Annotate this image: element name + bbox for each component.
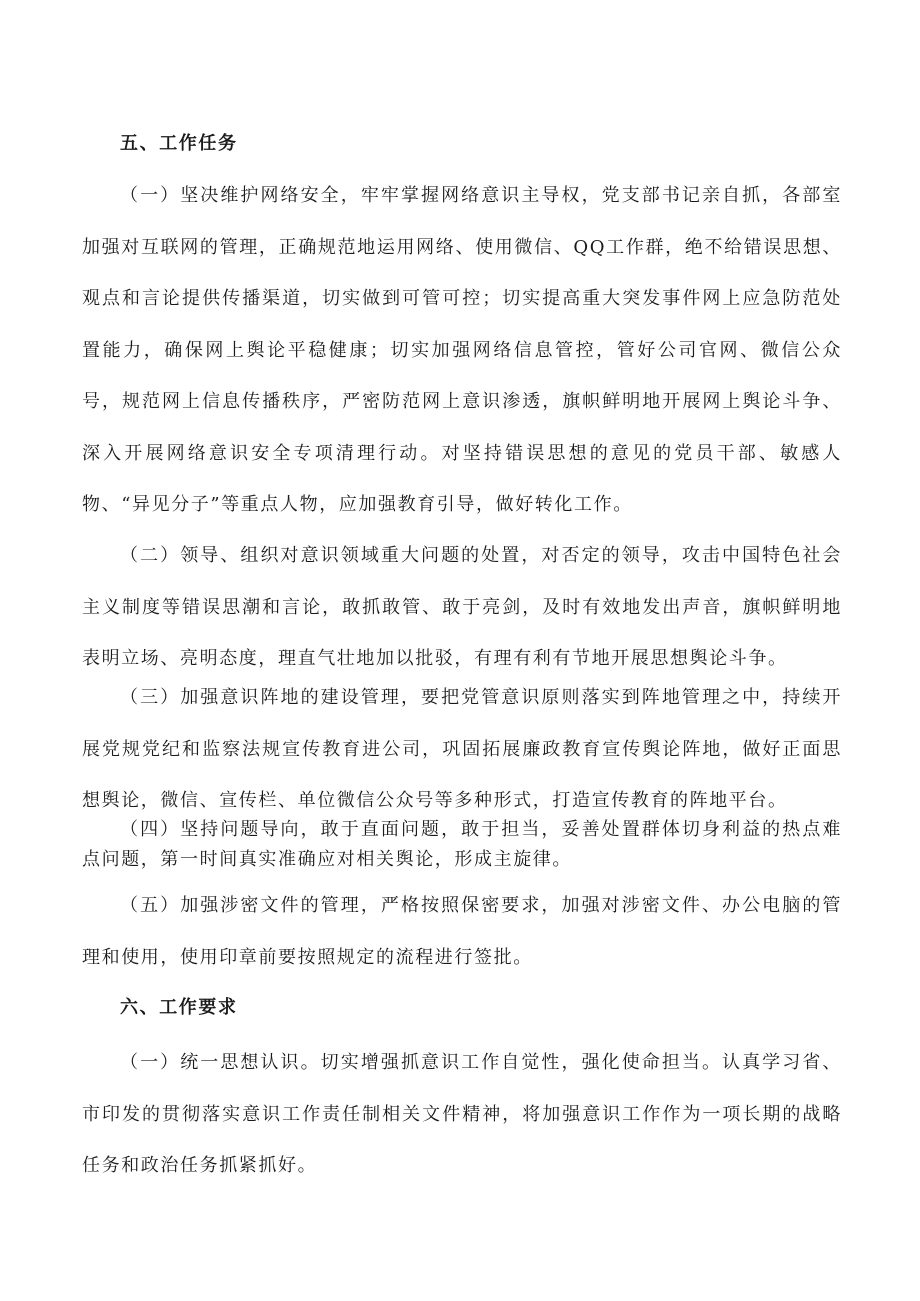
paragraph-task-1: （一）坚决维护网络安全，牢牢掌握网络意识主导权，党支部书记亲自抓，各部室加强对互联网的管理，正确规范地运用网络、使用微信、QQ工作群，绝不给错误思想、观点和言论提供传播渠道，切实做到可管可控；切实提高重大突发事件网上应急防范处置能力，确保网上舆论平稳健康；切实加强网络信息管控，管好公司官网、微信公众号，规范网上信息传播秩序，严密防范网上意识渗透，旗帜鲜明地开展网上舆论斗争、深入开展网络意识安全专项清理行动。对坚持错误思想的意见的党员干部、敏感人物、“异见分子”等重点人物，应加强教育引导，做好转化工作。 xyxy=(82,185,842,515)
section-heading-tasks: 五、工作任务 xyxy=(120,133,238,154)
paragraph-requirement-1: （一）统一思想认识。切实增强抓意识工作自觉性，强化使命担当。认真学习省、市印发的贯彻落实意识工作责任制相关文件精神，将加强意识工作作为一项长期的战略任务和政治任务抓紧抓好。 xyxy=(82,1052,842,1176)
section-heading-requirements: 六、工作要求 xyxy=(120,997,238,1018)
paragraph-task-2: （二）领导、组织对意识领域重大问题的处置，对否定的领导，攻击中国特色社会主义制度等错误思潮和言论，敢抓敢管、敢于亮剑，及时有效地发出声音，旗帜鲜明地表明立场、亮明态度，理直气壮地加以批驳，有理有利有节地开展思想舆论斗争。 xyxy=(82,545,842,669)
paragraph-task-5: （五）加强涉密文件的管理，严格按照保密要求，加强对涉密文件、办公电脑的管理和使用，使用印章前要按照规定的流程进行签批。 xyxy=(82,895,842,968)
paragraph-task-3: （三）加强意识阵地的建设管理，要把党管意识原则落实到阵地管理之中，持续开展党规党纪和监察法规宣传教育进公司，巩固拓展廉政教育宣传舆论阵地，做好正面思想舆论，微信、宣传栏、单位微信公众号等多种形式，打造宣传教育的阵地平台。 xyxy=(82,687,842,811)
paragraph-task-4: （四）坚持问题导向，敢于直面问题，敢于担当，妥善处置群体切身利益的热点难点问题，第一时间真实准确应对相关舆论，形成主旋律。 xyxy=(82,819,842,870)
